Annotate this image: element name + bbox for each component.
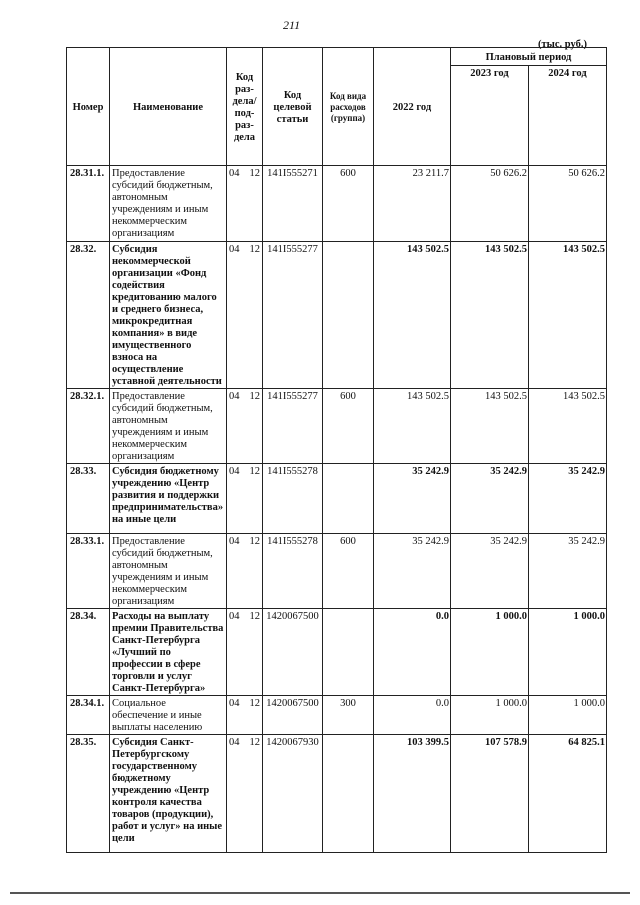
row-vr: [323, 242, 374, 389]
row-2022: 103 399.5: [374, 735, 451, 853]
header-razdel: Код раз- дела/ под- раз- дела: [227, 48, 263, 166]
row-2023: 35 242.9: [451, 464, 529, 534]
row-number: 28.34.: [67, 609, 110, 696]
units-label: (тыс. руб.): [538, 39, 587, 50]
row-razdel: [227, 735, 263, 853]
row-csr: 141I555278: [263, 534, 323, 609]
row-2022: 23 211.7: [374, 166, 451, 242]
row-csr: 1420067500: [263, 609, 323, 696]
row-number: 28.33.: [67, 464, 110, 534]
table-row: [67, 696, 607, 735]
row-rz: 04: [229, 611, 240, 622]
table-row: [67, 389, 607, 464]
header-vr: Код вида расходов (группа): [323, 48, 374, 166]
row-vr: [323, 735, 374, 853]
row-rz: 04: [229, 698, 240, 709]
table-row: [67, 735, 607, 853]
row-rz: 04: [229, 466, 240, 477]
row-name: Субсидия бюджетному учреждению «Центр развития и поддержки предпринимательства» на иные цели: [110, 464, 227, 534]
row-number: 28.31.1.: [67, 166, 110, 242]
row-csr: 141I555277: [263, 242, 323, 389]
row-csr: 1420067930: [263, 735, 323, 853]
row-2024: 35 242.9: [529, 534, 607, 609]
header-2024: 2024 год: [529, 66, 607, 166]
header-nomer: Номер: [67, 48, 110, 166]
row-name: Расходы на выплату премии Правительства Санкт-Петербурга «Лучший по профессии в сфере торговли и услуг Санкт-Петербурга»: [110, 609, 227, 696]
row-prz: 12: [249, 168, 260, 179]
table-row: [67, 534, 607, 609]
row-2023: 143 502.5: [451, 389, 529, 464]
row-razdel: [227, 242, 263, 389]
row-vr: [323, 609, 374, 696]
row-prz: 12: [249, 244, 260, 255]
row-csr: 141I555278: [263, 464, 323, 534]
row-2023: 143 502.5: [451, 242, 529, 389]
table-row: [67, 609, 607, 696]
row-csr: 1420067500: [263, 696, 323, 735]
row-razdel: [227, 696, 263, 735]
row-2022: 0.0: [374, 696, 451, 735]
row-csr: 141I555277: [263, 389, 323, 464]
row-vr: 600: [323, 534, 374, 609]
row-2022: 35 242.9: [374, 534, 451, 609]
row-2022: 35 242.9: [374, 464, 451, 534]
row-number: 28.32.: [67, 242, 110, 389]
row-prz: 12: [249, 466, 260, 477]
row-2023: 35 242.9: [451, 534, 529, 609]
row-name: Предоставление субсидий бюджетным, автономным учреждениям и иным некоммерческим организациям: [110, 389, 227, 464]
row-rz: 04: [229, 244, 240, 255]
row-razdel: [227, 166, 263, 242]
row-vr: 600: [323, 389, 374, 464]
row-2022: 143 502.5: [374, 242, 451, 389]
row-prz: 12: [249, 391, 260, 402]
row-prz: 12: [249, 737, 260, 748]
budget-table: [66, 47, 607, 853]
row-2024: 1 000.0: [529, 696, 607, 735]
row-2024: 143 502.5: [529, 389, 607, 464]
row-2024: 1 000.0: [529, 609, 607, 696]
row-razdel: [227, 389, 263, 464]
row-vr: [323, 464, 374, 534]
row-2023: 50 626.2: [451, 166, 529, 242]
row-name: Предоставление субсидий бюджетным, автономным учреждениям и иным некоммерческим организациям: [110, 166, 227, 242]
row-2023: 1 000.0: [451, 609, 529, 696]
row-vr: 600: [323, 166, 374, 242]
row-number: 28.32.1.: [67, 389, 110, 464]
row-2024: 64 825.1: [529, 735, 607, 853]
row-2024: 35 242.9: [529, 464, 607, 534]
row-number: 28.33.1.: [67, 534, 110, 609]
row-name: Субсидия некоммерческой организации «Фонд содействия кредитованию малого и среднего бизнеса, микрокредитная компания» в виде имущественного взноса на осуществление уставной деятельности: [110, 242, 227, 389]
row-rz: 04: [229, 536, 240, 547]
row-2024: 143 502.5: [529, 242, 607, 389]
header-csr: Код целевой статьи: [263, 48, 323, 166]
row-prz: 12: [249, 611, 260, 622]
row-name: Социальное обеспечение и иные выплаты населению: [110, 696, 227, 735]
header-2022: 2022 год: [374, 48, 451, 166]
row-2022: 143 502.5: [374, 389, 451, 464]
row-name: Субсидия Санкт-Петербургскому государственному бюджетному учреждению «Центр контроля качества товаров (продукции), работ и услуг» на иные цели: [110, 735, 227, 853]
table-row: [67, 242, 607, 389]
page-bottom-edge: [10, 892, 630, 894]
row-number: 28.35.: [67, 735, 110, 853]
table-row: [67, 166, 607, 242]
row-2024: 50 626.2: [529, 166, 607, 242]
row-razdel: [227, 609, 263, 696]
row-razdel: [227, 534, 263, 609]
row-rz: 04: [229, 737, 240, 748]
row-2023: 1 000.0: [451, 696, 529, 735]
header-name: Наименование: [110, 48, 227, 166]
row-2022: 0.0: [374, 609, 451, 696]
table-row: [67, 464, 607, 534]
row-number: 28.34.1.: [67, 696, 110, 735]
row-vr: 300: [323, 696, 374, 735]
row-prz: 12: [249, 698, 260, 709]
row-2023: 107 578.9: [451, 735, 529, 853]
page-number: 211: [283, 18, 301, 32]
row-rz: 04: [229, 391, 240, 402]
row-prz: 12: [249, 536, 260, 547]
row-rz: 04: [229, 168, 240, 179]
header-plan-period: Плановый период: [451, 48, 607, 66]
header-2023: 2023 год: [451, 66, 529, 166]
row-razdel: [227, 464, 263, 534]
row-csr: 141I555271: [263, 166, 323, 242]
row-name: Предоставление субсидий бюджетным, автономным учреждениям и иным некоммерческим организациям: [110, 534, 227, 609]
